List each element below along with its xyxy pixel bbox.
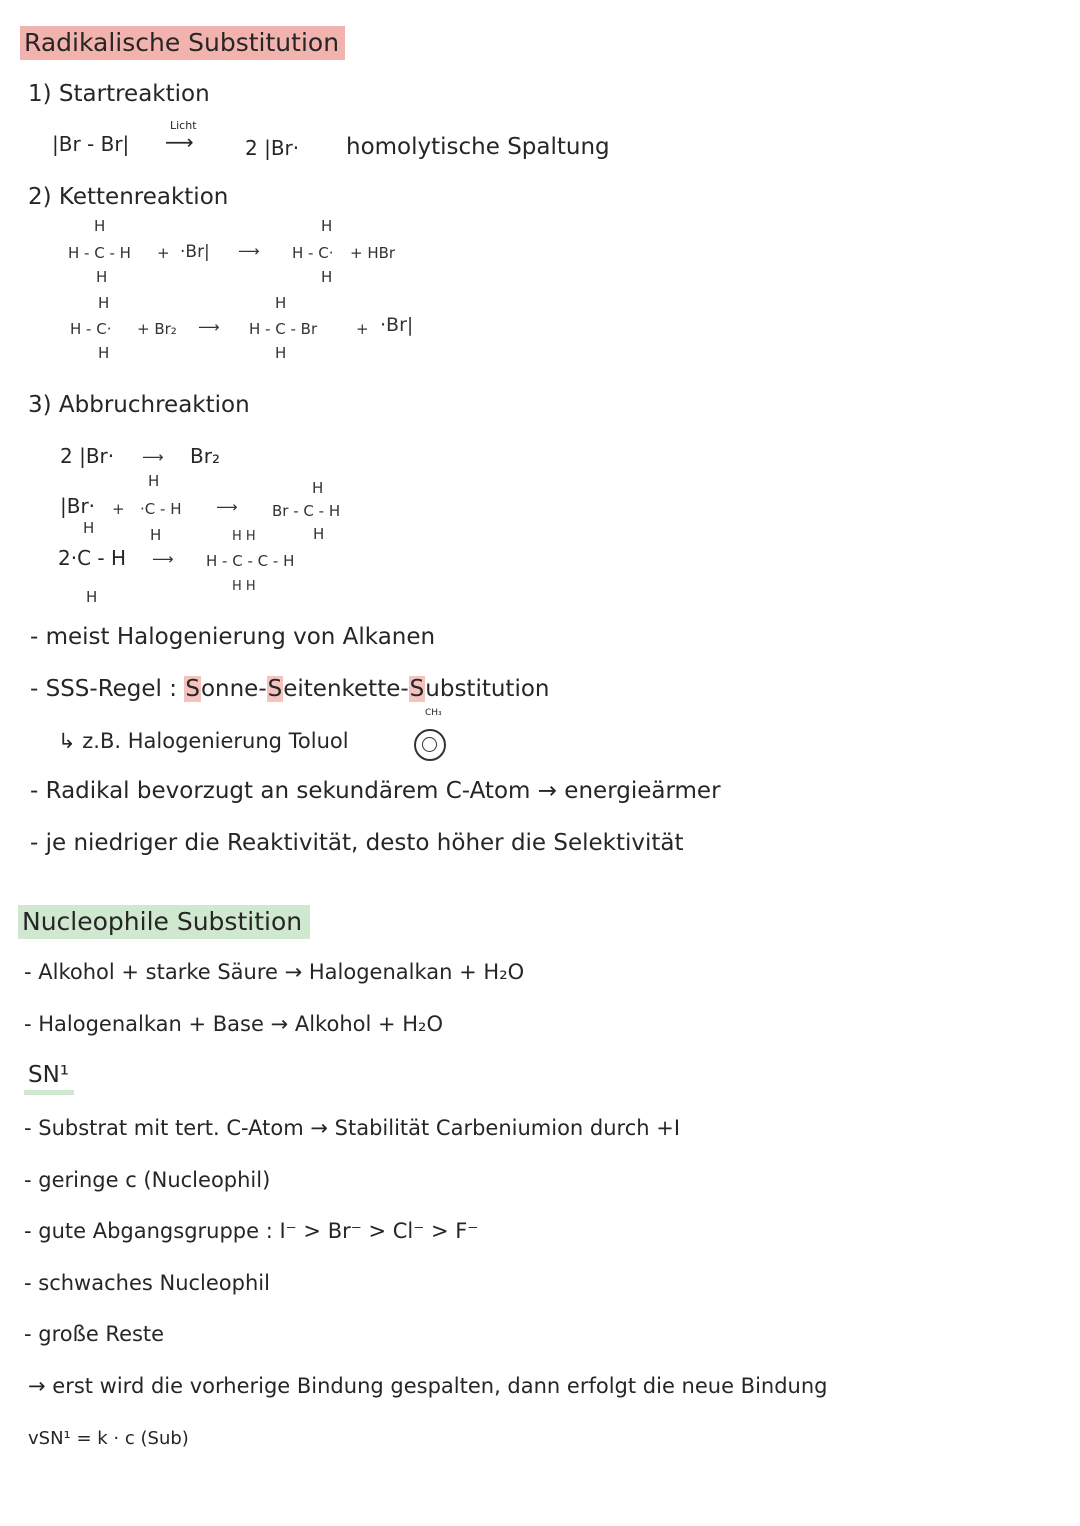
r2-plus: + <box>356 320 369 338</box>
r2-br-radical: ·Br| <box>380 314 414 336</box>
r2-br2: + Br₂ <box>137 320 177 338</box>
t2-methyl: ·C - H <box>140 500 182 518</box>
eq1-arrow-label: Licht <box>170 119 197 132</box>
sn1-label: SN¹ <box>28 1062 70 1088</box>
t2-br-radical: |Br· <box>60 494 96 518</box>
section-title-radical: Radikalische Substitution <box>20 30 345 55</box>
sn1-abgangsgruppe: - gute Abgangsgruppe : I⁻ > Br⁻ > Cl⁻ > F⁻ <box>24 1219 479 1243</box>
chem-h: H <box>321 268 333 286</box>
r1-plus: + <box>157 244 170 262</box>
t1-br2: Br₂ <box>190 444 220 468</box>
sn1-mechanism: → erst wird die vorherige Bindung gespalten, dann erfolgt die neue Bindung <box>28 1374 828 1398</box>
r1-br-radical: ·Br| <box>180 242 210 262</box>
t2-plus: + <box>112 500 125 518</box>
r2-methyl: H - C· <box>70 320 112 338</box>
step-termination: 3) Abbruchreaktion <box>28 392 250 418</box>
eq1-note: homolytische Spaltung <box>346 134 610 160</box>
t1-br-radicals: 2 |Br· <box>60 444 115 468</box>
bullet-sss-rule <box>30 678 550 701</box>
t1-arrow: ⟶ <box>142 448 164 466</box>
benzene-ring-icon <box>414 729 446 761</box>
t3-ethane-bottom: H H <box>232 579 256 594</box>
chem-h: H <box>96 268 108 286</box>
chem-h: H <box>98 294 110 312</box>
chem-h: H <box>98 344 110 362</box>
r2-arrow: ⟶ <box>198 318 220 336</box>
nuc-line-alkohol: - Alkohol + starke Säure → Halogenalkan + H₂O <box>24 960 525 984</box>
chem-h: H <box>312 479 324 497</box>
bullet-halogenierung: - meist Halogenierung von Alkanen <box>30 624 436 650</box>
t3-ethane-top: H H <box>232 529 256 544</box>
sss-expansion: Sonne-Seitenkette-Substitution <box>185 676 550 702</box>
sn1-substrat: - Substrat mit tert. C-Atom → Stabilität Carbeniumion durch +I <box>24 1116 681 1140</box>
r1-arrow: ⟶ <box>238 242 260 260</box>
bullet-toluol: ↳ z.B. Halogenierung Toluol <box>58 729 349 753</box>
t3-arrow: ⟶ <box>152 550 174 568</box>
chem-h: H <box>150 526 162 544</box>
step-chain: 2) Kettenreaktion <box>28 184 229 210</box>
chem-h: H <box>313 525 325 543</box>
r1-methane: H - C - H <box>68 244 131 262</box>
chem-h: H <box>275 344 287 362</box>
t3-ethane: H - C - C - H <box>206 552 295 570</box>
eq1-right: 2 |Br· <box>245 136 300 160</box>
step-start: 1) Startreaktion <box>28 81 210 107</box>
section-title-nucleophile: Nucleophile Substition <box>18 909 310 934</box>
r1-hbr: + HBr <box>350 244 396 262</box>
t2-bromomethane: Br - C - H <box>272 502 341 520</box>
sn1-schwaches-nucleophil: - schwaches Nucleophil <box>24 1271 270 1295</box>
sn1-rate-law: vSN¹ = k · c (Sub) <box>28 1428 189 1449</box>
chem-h: H <box>275 294 287 312</box>
t2-arrow: ⟶ <box>216 498 238 516</box>
eq1-arrow: ⟶ <box>165 130 194 154</box>
r1-methyl: H - C· <box>292 244 334 262</box>
bullet-reaktivitaet: - je niedriger die Reaktivität, desto höher die Selektivität <box>30 830 684 856</box>
chem-h: H <box>83 519 95 537</box>
sss-label: - SSS-Regel : <box>30 676 178 702</box>
eq1-left: |Br - Br| <box>52 132 130 156</box>
r2-bromomethane: H - C - Br <box>249 320 318 338</box>
sn1-grosse-reste: - große Reste <box>24 1322 165 1346</box>
chem-h: H <box>86 588 98 606</box>
bullet-radikal-sekundaer: - Radikal bevorzugt an sekundärem C-Atom → energieärmer <box>30 778 721 804</box>
chem-h: H <box>94 217 106 235</box>
sn1-underline <box>24 1090 74 1095</box>
nuc-line-halogenalkan: - Halogenalkan + Base → Alkohol + H₂O <box>24 1012 443 1036</box>
toluol-ch3: CH₃ <box>425 708 442 718</box>
chem-h: H <box>321 217 333 235</box>
t3-methyl: 2·C - H <box>58 546 127 570</box>
sn1-geringe-c: - geringe c (Nucleophil) <box>24 1168 271 1192</box>
chem-h: H <box>148 472 160 490</box>
